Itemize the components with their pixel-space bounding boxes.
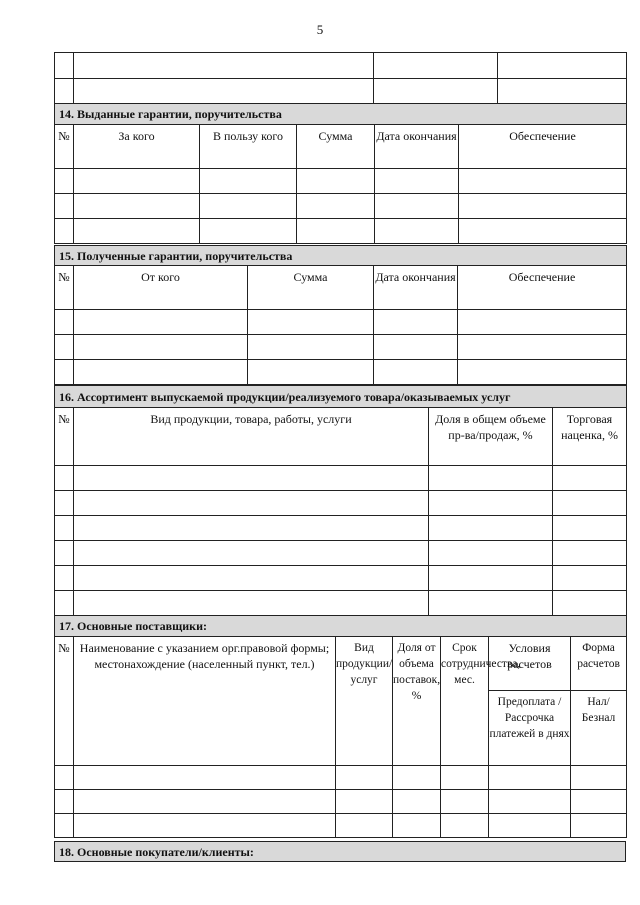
col-product-type: Вид продукции, товара, работы, услуги — [74, 408, 429, 466]
col-supplier-name: Наименование с указанием орг.правовой формы; местонахождение (населенный пункт, тел.) — [74, 637, 336, 766]
cell — [374, 79, 498, 105]
table-row — [55, 169, 627, 194]
table-row — [55, 310, 627, 335]
col-payment-form: Форма расчетов — [571, 637, 627, 691]
col-amount: Сумма — [297, 125, 375, 169]
table-row — [55, 790, 627, 814]
section-16-title: 16. Ассортимент выпускаемой продукции/реализуемого товара/оказываемых услуг — [55, 386, 627, 408]
col-term: Срок сотрудничества, мес. — [441, 637, 489, 766]
table-row — [55, 541, 627, 566]
cell — [55, 53, 74, 79]
table-row — [55, 219, 627, 244]
col-collateral: Обеспечение — [459, 125, 627, 169]
table-row — [55, 491, 627, 516]
col-for-whom: За кого — [74, 125, 200, 169]
table-row — [55, 360, 627, 385]
table-row — [55, 335, 627, 360]
section-14-title: 14. Выданные гарантии, поручительства — [55, 104, 627, 125]
col-share: Доля от объема поставок, % — [393, 637, 441, 766]
previous-section-rows — [54, 52, 627, 105]
section-18-title: 18. Основные покупатели/клиенты: — [55, 842, 626, 862]
col-number: № — [55, 266, 74, 310]
col-product-type: Вид продукции/услуг — [336, 637, 393, 766]
page-number: 5 — [316, 22, 324, 37]
cell — [498, 53, 627, 79]
table-row — [55, 591, 627, 616]
col-number: № — [55, 125, 74, 169]
section-16-table — [54, 385, 627, 616]
col-in-favor: В пользу кого — [200, 125, 297, 169]
table-row — [55, 566, 627, 591]
table-row — [55, 466, 627, 491]
table-row — [55, 194, 627, 219]
col-share: Доля в общем объеме пр-ва/продаж, % — [429, 408, 553, 466]
cell — [55, 79, 74, 105]
cell — [74, 53, 374, 79]
col-payment-form-sub: Нал/Безнал — [571, 691, 627, 766]
section-17-table — [54, 615, 627, 838]
col-number: № — [55, 408, 74, 466]
col-end-date: Дата окончания — [374, 266, 458, 310]
cell — [74, 79, 374, 105]
table-row — [55, 766, 627, 790]
cell — [374, 53, 498, 79]
section-17-title: 17. Основные поставщики: — [55, 616, 627, 637]
section-15-table — [54, 245, 627, 385]
section-14-table — [54, 103, 627, 244]
cell — [498, 79, 627, 105]
col-payment-terms-sub: Предоплата / Рассрочка платежей в днях — [489, 691, 571, 766]
col-number: № — [55, 637, 74, 766]
table-row — [55, 814, 627, 838]
col-amount: Сумма — [248, 266, 374, 310]
col-from-whom: От кого — [74, 266, 248, 310]
col-markup: Торговая наценка, % — [553, 408, 627, 466]
col-collateral: Обеспечение — [458, 266, 627, 310]
table-row — [55, 516, 627, 541]
col-payment-terms: Условия расчетов — [489, 637, 571, 691]
col-end-date: Дата окончания — [375, 125, 459, 169]
section-18-table — [54, 841, 626, 862]
section-15-title: 15. Полученные гарантии, поручительства — [55, 246, 627, 266]
